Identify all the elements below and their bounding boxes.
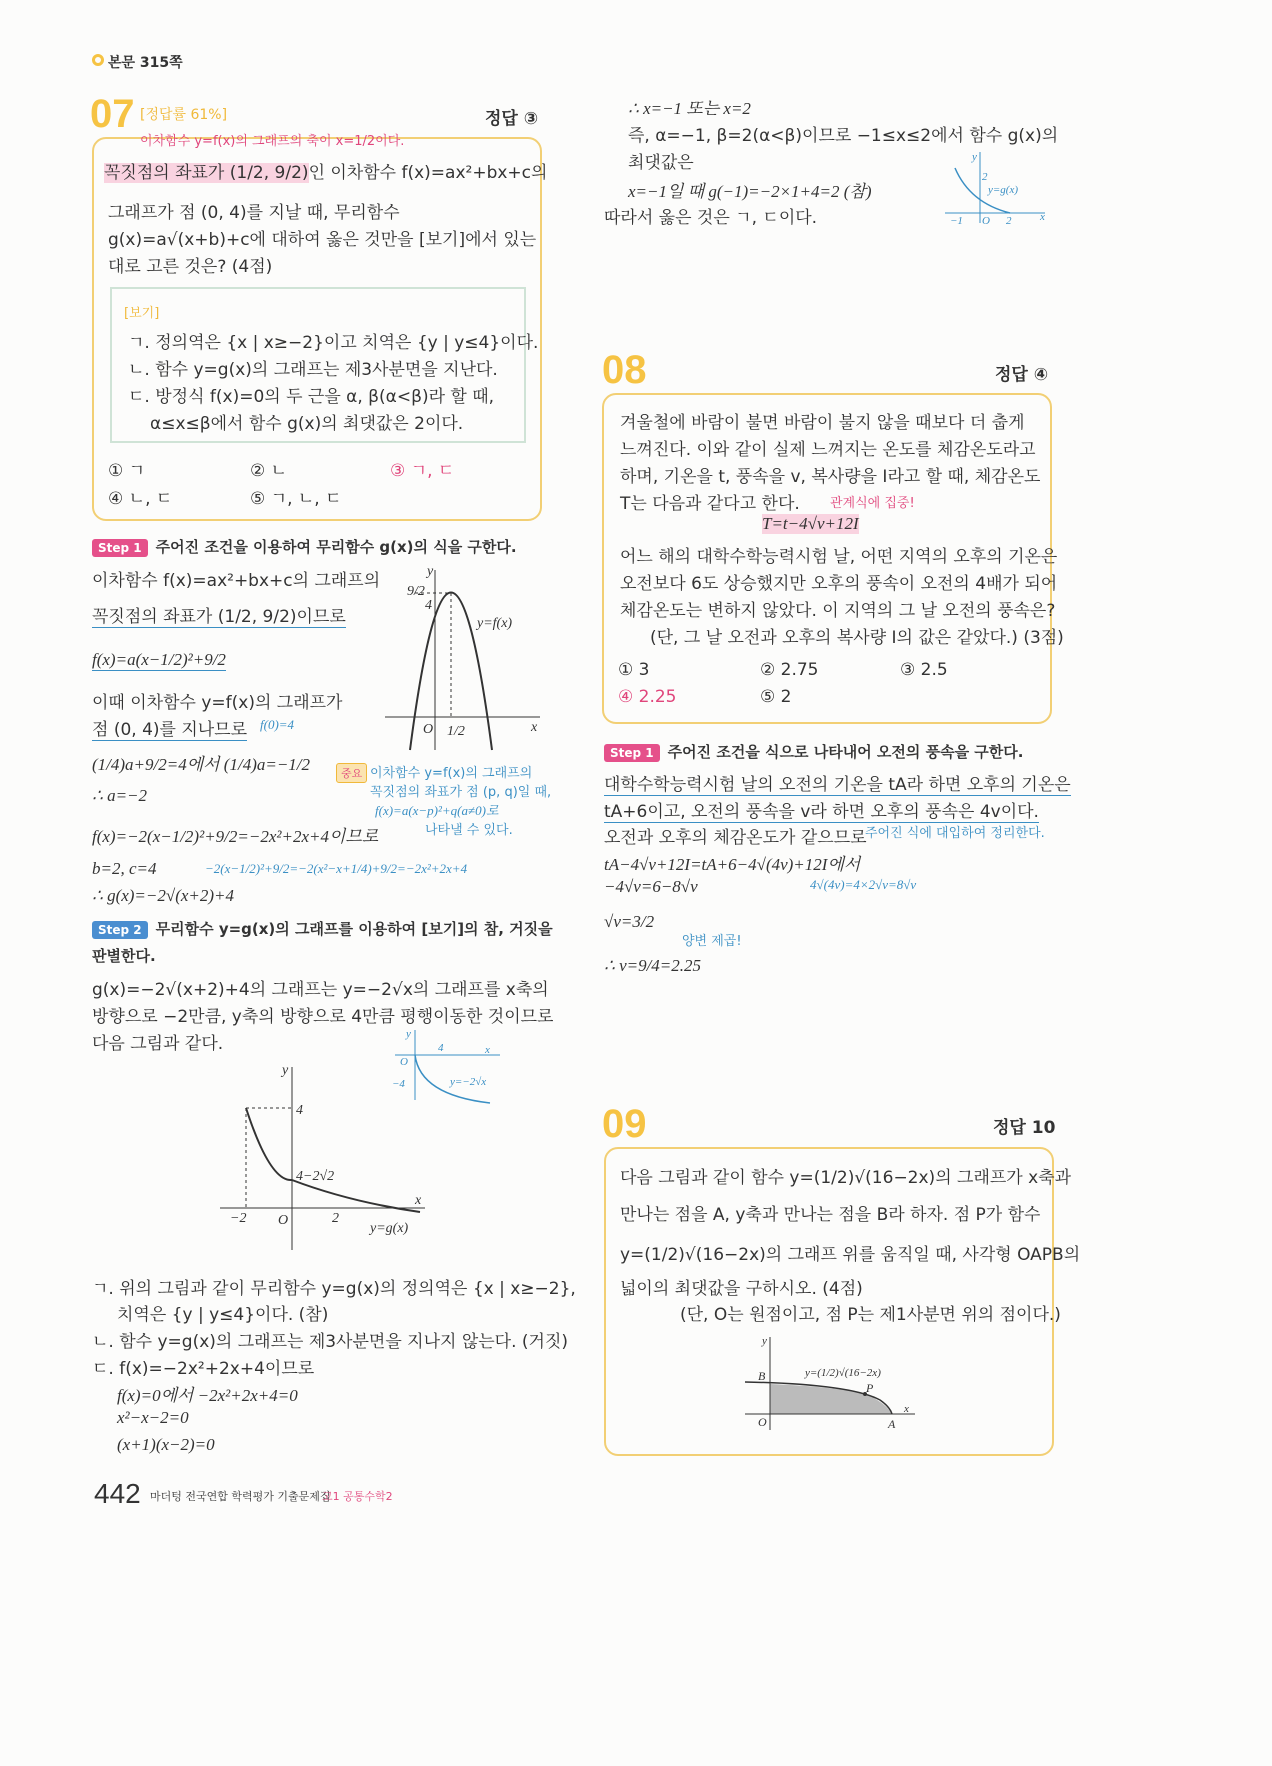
question-text: (단, O는 원점이고, 점 P는 제1사분면 위의 점이다.) bbox=[680, 1305, 1061, 1325]
svg-text:x: x bbox=[415, 1193, 422, 1208]
solution-line: tA−4√v+12I=tA+6−4√(4v)+12I에서 bbox=[604, 855, 861, 874]
important-note: f(x)=a(x−p)²+q(a≠0)로 bbox=[375, 803, 499, 818]
solution-line: 꼭짓점의 좌표가 (1/2, 9/2)이므로 bbox=[92, 602, 346, 628]
svg-text:−4: −4 bbox=[392, 1078, 405, 1090]
annotation: 이차함수 y=f(x)의 그래프의 축이 x=1/2이다. bbox=[140, 134, 405, 149]
question-text: y=(1/2)√(16−2x)의 그래프 위를 움직일 때, 사각형 OAPB의 bbox=[620, 1245, 1081, 1265]
svg-text:2: 2 bbox=[332, 1211, 339, 1226]
svg-text:P: P bbox=[866, 1381, 874, 1395]
svg-text:y: y bbox=[406, 1028, 411, 1040]
question-number: 08 bbox=[602, 348, 647, 392]
note: 양변 제곱! bbox=[682, 934, 742, 949]
svg-text:y: y bbox=[762, 1335, 767, 1347]
choice-4[interactable]: ④ ㄴ, ㄷ bbox=[108, 489, 173, 509]
choice-2[interactable]: ② 2.75 bbox=[760, 660, 819, 680]
bogi-item: α≤x≤β에서 함수 g(x)의 최댓값은 2이다. bbox=[150, 414, 464, 434]
solution-line: −4√v=6−8√v bbox=[604, 877, 698, 896]
solution-line: 점 (0, 4)를 지나므로 bbox=[92, 715, 247, 741]
bogi-item: ㄷ. 방정식 f(x)=0의 두 근을 α, β(α<β)라 할 때, bbox=[128, 387, 495, 407]
solution-line: 다음 그림과 같다. bbox=[92, 1034, 224, 1054]
note: 주어진 식에 대입하여 정리한다. bbox=[865, 826, 1045, 841]
choice-4-selected[interactable]: ④ 2.25 bbox=[618, 687, 677, 707]
question-text: 꼭짓점의 좌표가 (1/2, 9/2)인 이차함수 f(x)=ax²+bx+c의 bbox=[104, 163, 548, 183]
svg-text:−2: −2 bbox=[230, 1211, 247, 1226]
annotation: 관계식에 집중! bbox=[830, 496, 915, 511]
solution-line: f(x)=0에서 −2x²+2x+4=0 bbox=[117, 1386, 298, 1405]
parabola-graph bbox=[385, 565, 545, 755]
note: 4√(4v)=4×2√v=8√v bbox=[810, 877, 917, 892]
important-note: 이차함수 y=f(x)의 그래프의 bbox=[370, 766, 533, 781]
solution-line: ∴ a=−2 bbox=[92, 786, 148, 805]
subject: 고1 공통수학2 bbox=[322, 1490, 393, 1503]
important-badge: 중요 bbox=[336, 763, 367, 783]
solution-line: tA+6이고, 오전의 풍속을 v라 하면 오후의 풍속은 4v이다. bbox=[604, 797, 1039, 823]
choice-5[interactable]: ⑤ ㄱ, ㄴ, ㄷ bbox=[250, 489, 342, 509]
solution-line: x=−1일 때 g(−1)=−2×1+4=2 (참) bbox=[628, 182, 872, 201]
question-text: 어느 해의 대학수학능력시험 날, 어떤 지역의 오후의 기온은 bbox=[620, 547, 1058, 567]
choice-1[interactable]: ① 3 bbox=[618, 660, 650, 680]
question-text: (단, 그 날 오전과 오후의 복사량 I의 값은 같았다.) (3점) bbox=[650, 628, 1064, 648]
important-note: 꼭짓점의 좌표가 점 (p, q)일 때, bbox=[370, 785, 552, 800]
solution-line: x²−x−2=0 bbox=[117, 1408, 189, 1427]
note: −2(x−1/2)²+9/2=−2(x²−x+1/4)+9/2=−2x²+2x+4 bbox=[205, 861, 468, 876]
solution-line: ∴ g(x)=−2√(x+2)+4 bbox=[92, 886, 235, 905]
choice-2[interactable]: ② ㄴ bbox=[250, 461, 288, 481]
solution-line: ㄷ. f(x)=−2x²+2x+4이므로 bbox=[92, 1359, 315, 1379]
svg-text:x: x bbox=[485, 1044, 490, 1056]
solution-line: 치역은 {y | y≤4}이다. (참) bbox=[117, 1305, 329, 1325]
svg-text:y: y bbox=[282, 1063, 289, 1078]
svg-text:2: 2 bbox=[982, 171, 988, 183]
svg-text:y=g(x): y=g(x) bbox=[988, 184, 1019, 196]
svg-text:O: O bbox=[758, 1415, 767, 1429]
step-heading: Step 1 주어진 조건을 식으로 나타내어 오전의 풍속을 구한다. bbox=[604, 741, 1023, 762]
solution-line: ∴ v=9/4=2.25 bbox=[604, 956, 702, 975]
svg-text:y=(1/2)√(16−2x): y=(1/2)√(16−2x) bbox=[805, 1367, 881, 1379]
svg-text:−1: −1 bbox=[950, 215, 963, 227]
question-text: 대로 고른 것은? (4점) bbox=[108, 257, 273, 277]
solution-line: ∴ x=−1 또는 x=2 bbox=[628, 99, 751, 118]
page-number: 442 bbox=[94, 1478, 141, 1509]
bogi-item: ㄱ. 정의역은 {x | x≥−2}이고 치역은 {y | y≤4}이다. bbox=[128, 333, 539, 353]
solution-line: f(x)=−2(x−1/2)²+9/2=−2x²+2x+4이므로 bbox=[92, 827, 379, 846]
svg-text:2: 2 bbox=[1006, 215, 1012, 227]
area-graph bbox=[740, 1332, 920, 1432]
svg-text:O: O bbox=[278, 1213, 289, 1228]
svg-text:4: 4 bbox=[296, 1103, 303, 1118]
bullet-icon bbox=[92, 54, 104, 66]
svg-text:4: 4 bbox=[438, 1042, 444, 1054]
answer-label: 정답 ④ bbox=[995, 365, 1049, 385]
solution-line: 방향으로 −2만큼, y축의 방향으로 4만큼 평행이동한 것이므로 bbox=[92, 1007, 554, 1027]
solution-line: 이때 이차함수 y=f(x)의 그래프가 bbox=[92, 693, 343, 713]
step-heading: 판별한다. bbox=[92, 947, 156, 965]
choice-3[interactable]: ③ 2.5 bbox=[900, 660, 948, 680]
question-number: 09 bbox=[602, 1102, 647, 1146]
question-text: g(x)=a√(x+b)+c에 대하여 옳은 것만을 [보기]에서 있는 bbox=[108, 230, 537, 250]
svg-text:y=f(x): y=f(x) bbox=[477, 616, 513, 631]
bogi-item: ㄴ. 함수 y=g(x)의 그래프는 제3사분면을 지난다. bbox=[128, 360, 498, 380]
solution-line: g(x)=−2√(x+2)+4의 그래프는 y=−2√x의 그래프를 x축의 bbox=[92, 980, 549, 1000]
svg-text:A: A bbox=[888, 1417, 896, 1431]
solution-line: 대학수학능력시험 날의 오전의 기온을 tA라 하면 오후의 기온은 bbox=[604, 770, 1071, 796]
step-heading: Step 1 주어진 조건을 이용하여 무리함수 g(x)의 식을 구한다. bbox=[92, 536, 517, 557]
svg-text:y: y bbox=[427, 565, 434, 579]
solution-line: b=2, c=4 bbox=[92, 859, 157, 878]
choice-1[interactable]: ① ㄱ bbox=[108, 461, 146, 481]
svg-text:4: 4 bbox=[425, 598, 432, 613]
question-text: T는 다음과 같다고 한다. bbox=[620, 494, 800, 514]
solution-line: (1/4)a+9/2=4에서 (1/4)a=−1/2 bbox=[92, 755, 311, 774]
important-note: 나타낼 수 있다. bbox=[425, 823, 513, 838]
question-text: 오전보다 6도 상승했지만 오후의 풍속이 오전의 4배가 되어 bbox=[620, 574, 1058, 594]
solution-line: 오전과 오후의 체감온도가 같으므로 bbox=[604, 828, 867, 848]
question-number: 07 bbox=[90, 92, 135, 136]
svg-text:y: y bbox=[972, 151, 977, 163]
question-text: 느껴진다. 이와 같이 실제 느껴지는 온도를 체감온도라고 bbox=[620, 440, 1036, 460]
g-graph bbox=[210, 1062, 430, 1252]
g-small-graph bbox=[940, 148, 1050, 228]
page-reference: 본문 315쪽 bbox=[108, 55, 183, 71]
question-text: 겨울철에 바람이 불면 바람이 불지 않을 때보다 더 춥게 bbox=[620, 413, 1025, 433]
solution-line: ㄴ. 함수 y=g(x)의 그래프는 제3사분면을 지나지 않는다. (거짓) bbox=[92, 1332, 568, 1352]
solution-line: f(x)=a(x−1/2)²+9/2 bbox=[92, 650, 226, 669]
solution-line: 이차함수 f(x)=ax²+bx+c의 그래프의 bbox=[92, 571, 381, 591]
svg-text:B: B bbox=[758, 1369, 766, 1383]
svg-text:O: O bbox=[423, 722, 434, 737]
svg-text:x: x bbox=[1040, 211, 1045, 223]
svg-text:x: x bbox=[531, 720, 538, 735]
question-text: 만나는 점을 A, y축과 만나는 점을 B라 하자. 점 P가 함수 bbox=[620, 1205, 1041, 1225]
svg-text:4−2√2: 4−2√2 bbox=[296, 1169, 335, 1184]
svg-text:x: x bbox=[904, 1403, 909, 1415]
solution-line: 즉, α=−1, β=2(α<β)이므로 −1≤x≤2에서 함수 g(x)의 bbox=[628, 126, 1059, 146]
correct-rate: [정답률 61%] bbox=[140, 107, 228, 123]
svg-text:y=−2√x: y=−2√x bbox=[450, 1076, 487, 1088]
solution-line: 따라서 옳은 것은 ㄱ, ㄷ이다. bbox=[604, 208, 818, 228]
question-text: 체감온도는 변하지 않았다. 이 지역의 그 날 오전의 풍속은? bbox=[620, 601, 1056, 621]
formula: T=t−4√v+12I bbox=[762, 514, 859, 533]
solution-line: √v=3/2 bbox=[604, 912, 655, 931]
choice-5[interactable]: ⑤ 2 bbox=[760, 687, 792, 707]
step-heading: Step 2 무리함수 y=g(x)의 그래프를 이용하여 [보기]의 참, 거짓을 bbox=[92, 918, 553, 939]
svg-text:1/2: 1/2 bbox=[447, 724, 465, 739]
solution-line: (x+1)(x−2)=0 bbox=[117, 1435, 215, 1454]
note: f(0)=4 bbox=[260, 717, 295, 732]
answer-label: 정답 ③ bbox=[485, 109, 539, 129]
solution-line: 최댓값은 bbox=[628, 153, 694, 173]
bogi-title: [보기] bbox=[124, 306, 160, 321]
svg-text:O: O bbox=[982, 215, 990, 227]
question-text: 넓이의 최댓값을 구하시오. (4점) bbox=[620, 1279, 863, 1299]
answer-label: 정답 10 bbox=[993, 1118, 1056, 1138]
question-text: 그래프가 점 (0, 4)를 지날 때, 무리함수 bbox=[108, 203, 400, 223]
question-text: 다음 그림과 같이 함수 y=(1/2)√(16−2x)의 그래프가 x축과 bbox=[620, 1168, 1072, 1188]
book-title: 마더텅 전국연합 학력평가 기출문제집 bbox=[150, 1490, 331, 1503]
question-text: 하며, 기온을 t, 풍속을 v, 복사량을 I라고 할 때, 체감온도 bbox=[620, 467, 1041, 487]
svg-text:9/2: 9/2 bbox=[407, 584, 425, 599]
solution-line: ㄱ. 위의 그림과 같이 무리함수 y=g(x)의 정의역은 {x | x≥−2}, bbox=[92, 1279, 576, 1299]
svg-text:O: O bbox=[400, 1056, 408, 1068]
choice-3-selected[interactable]: ③ ㄱ, ㄷ bbox=[390, 461, 455, 481]
svg-text:y=g(x): y=g(x) bbox=[370, 1221, 409, 1236]
